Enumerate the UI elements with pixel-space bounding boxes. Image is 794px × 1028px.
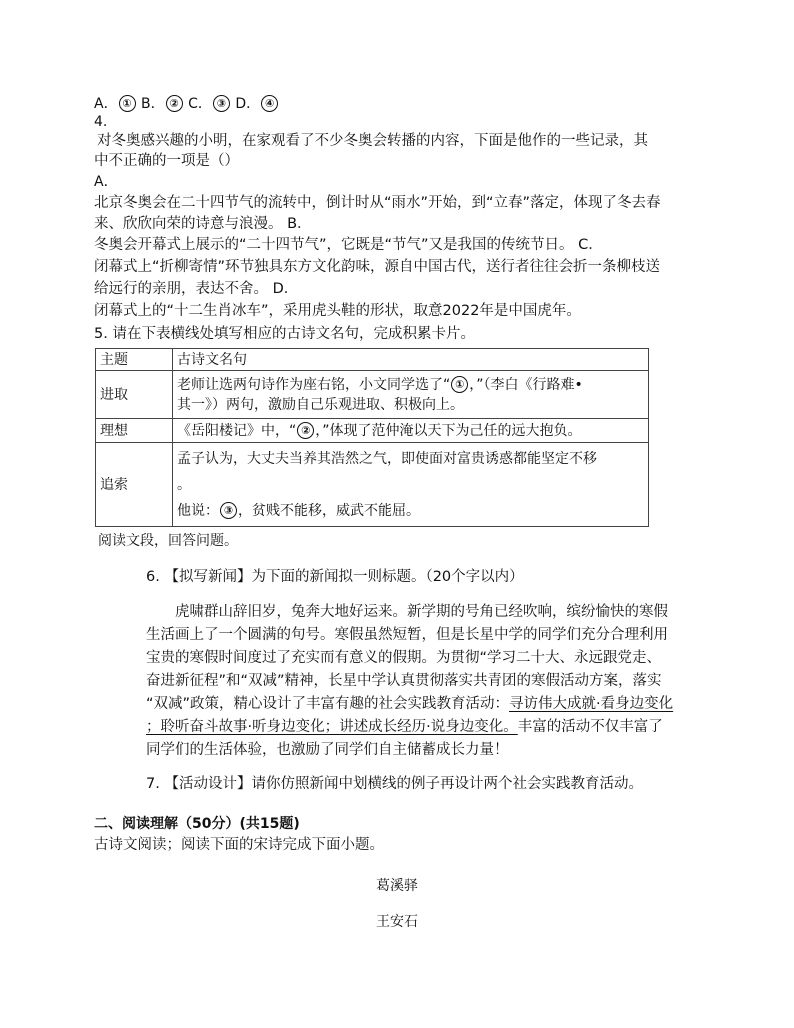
row-verse-jinqu [173,371,649,419]
row2-text-post: ，”体现了范仲淹以天下为己任的远大抱负。 [315,422,582,439]
q6-stem: 6. 【拟写新闻】为下面的新闻拟一则标题。（20个字以内） [146,569,524,585]
row-verse-lixiang [173,419,649,443]
q3-option-d-number: ④ [261,95,278,112]
row-verse-zhuisuo [173,443,649,527]
section-intro: 古诗文阅读；阅读下面的宋诗完成下面小题。 [94,837,384,853]
row1-text-post: ，”（李白《行路难• [469,376,583,393]
header-verse: 古诗文名句 [173,349,649,371]
poem-author: 王安石 [376,914,418,930]
underlined-activity-1: 寻访伟大成就·看身边变化 [509,696,674,712]
news-line-6 [146,716,706,739]
section-heading: 二、阅读理解（50分）(共15题) [94,816,300,832]
row3-text-pre: 他说： [177,502,219,519]
poem-title: 葛溪驿 [376,878,418,894]
table-row-zhuisuo [96,443,649,527]
table-row-jinqu [96,371,649,419]
q4-option-a-line2: 来、欣欣向荣的诗意与浪漫。 B． [94,216,312,232]
news-line-4: 奋进新征程”和“双减”精神，长星中学认真贯彻落实共青团的寒假活动方案，落实 [146,673,662,689]
row3-text-post: ，贫贱不能移，威武不能屈。 [238,502,420,519]
row1-text-line2: 其一》）两句，激励自己乐观进取、积极向上。 [177,396,464,413]
news-line-5-text: “双减”政策，精心设计了丰富有趣的社会实践教育活动： [146,696,510,712]
news-line-5 [146,693,706,716]
news-line-2: 生活画上了一个圆满的句号。寒假虽然短暂，但是长星中学的同学们充分合理利用 [146,627,668,643]
table-header-row [96,349,649,371]
q4-number: 4. [94,114,108,130]
q3-option-b-label: B． [141,96,165,112]
q3-option-c-number: ③ [213,95,230,112]
q5-stem: 5. 请在下表横线处填写相应的古诗文名句，完成积累卡片。 [94,326,475,342]
news-line-6-text: 丰富的活动不仅丰富了 [517,719,663,735]
row-theme-zhuisuo: 追索 [96,443,173,527]
q4-option-a-line1: 北京冬奥会在二十四节气的流转中，倒计时从“雨水”开始，到“立春”落定，体现了冬去春 [94,195,661,211]
underlined-activity-2: ；聆听奋斗故事·听身边变化；讲述成长经历·说身边变化。 [146,719,518,735]
q3-option-a-number: ① [119,95,136,112]
row-theme-lixiang: 理想 [96,419,173,443]
q4-stem-line1: 对冬奥感兴趣的小明，在家观看了不少冬奥会转播的内容，下面是他作的一些记录，其 [97,133,648,149]
blank-2-marker: ② [297,422,314,439]
q4-option-d-line1: 闭幕式上的“十二生肖冰车”，采用虎头鞋的形状，取意2022年是中国虎年。 [94,303,581,319]
q4-option-c-line2: 给远行的亲朋，表达不舍。 D． [94,281,299,297]
q3-options [94,95,279,113]
row3-text-line2: 。 [177,476,191,493]
row3-text-line1: 孟子认为，大丈夫当养其浩然之气，即使面对富贵诱惑都能坚定不移 [177,450,597,467]
q3-option-b-number: ② [166,95,183,112]
accumulation-card-table [95,348,649,527]
row-theme-jinqu: 进取 [96,371,173,419]
news-line-3: 宝贵的寒假时间度过了充实而有意义的假期。为贯彻“学习二十大、永远跟党走、 [146,650,662,666]
news-line-1: 虎啸群山辞旧岁，兔奔大地好运来。新学期的号角已经吹响，缤纷愉快的寒假 [175,604,668,620]
row2-text-pre: 《岳阳楼记》中，“ [177,422,297,439]
q3-option-c-label: C． [188,96,212,112]
row1-text-pre: 老师让选两句诗作为座右铭，小文同学选了“ [177,376,451,393]
news-passage [146,601,706,762]
q4-stem-line2: 中不正确的一项是（） [94,153,239,169]
blank-1-marker: ① [451,376,468,393]
q3-option-d-label: D． [235,96,261,112]
header-theme: 主题 [96,349,173,371]
q4-option-a-label: A． [94,174,118,190]
q4-option-b-line1: 冬奥会开幕式上展示的“二十四节气”，它既是“节气”又是我国的传统节日。 C． [94,237,603,253]
blank-3-marker: ③ [220,502,237,519]
table-row-lixiang [96,419,649,443]
q7-stem: 7. 【活动设计】请你仿照新闻中划横线的例子再设计两个社会实践教育活动。 [146,776,643,792]
news-line-7: 同学们的生活体验，也激励了同学们自主储蓄成长力量！ [146,742,509,758]
q4-option-c-line1: 闭幕式上“折柳寄情”环节独具东方文化韵味，源自中国古代，送行者往往会折一条柳枝送 [94,259,661,275]
q3-option-a-label: A． [94,96,118,112]
reading-instruction: 阅读文段，回答问题。 [98,533,238,549]
